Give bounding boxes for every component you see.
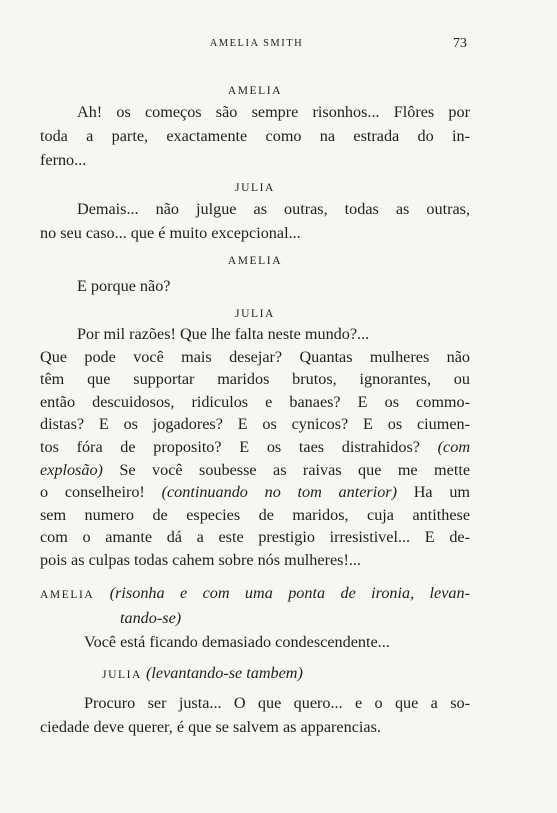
direction-line — [40, 582, 470, 607]
speech-line: Demais... não julgue as outras, todas as outras, — [77, 200, 470, 218]
speech-line: sem numero de especies de maridos, cuja antithese — [40, 505, 470, 524]
direction-line — [102, 664, 303, 682]
speech-text: Se você soubesse as raivas que me mette — [119, 460, 470, 479]
speaker-name: AMELIA — [227, 255, 283, 267]
stage-direction: explosão) — [40, 460, 103, 479]
speech-text: o conselheiro! — [40, 483, 145, 502]
speech-line: têm que supportar maridos brutos, ignorantes, ou — [40, 370, 470, 389]
speech-line: ferno... — [40, 151, 87, 169]
speech-line — [40, 436, 470, 459]
speech-line — [40, 459, 470, 482]
speech-line: com o amante dá a este prestigio irresistivel... E de- — [40, 528, 470, 547]
speech — [40, 274, 470, 298]
speech-line: distas? E os jogadores? E os cynicos? E os ciumen- — [40, 415, 470, 434]
speech-line: toda a parte, exactamente como na estrada do in- — [40, 127, 470, 145]
speech — [40, 630, 470, 654]
stage-direction-block — [40, 662, 470, 687]
speaker-name: JULIA — [235, 182, 275, 194]
speech-line: Procuro ser justa... O que quero... e o que a so- — [84, 693, 470, 712]
stage-direction-block — [40, 582, 470, 630]
stage-direction: (com — [437, 437, 471, 456]
stage-direction: (risonha e com uma ponta de ironia, levan- — [109, 583, 471, 602]
speaker-name: AMELIA — [40, 588, 95, 601]
stage-direction: (levantando-se tambem) — [146, 663, 303, 682]
speech-line: Por mil razões! Que lhe falta neste mundo?... — [77, 325, 370, 343]
speech — [40, 323, 470, 572]
speaker-name: AMELIA — [227, 85, 283, 97]
stage-direction: (continuando no tom anterior) — [161, 483, 397, 502]
running-title: AMELIA SMITH — [209, 38, 304, 49]
speech-line: ciedade deve querer, é que se salvem as apparencias. — [40, 717, 381, 736]
speech-line: no seu caso... que é muito excepcional... — [40, 224, 301, 242]
stage-direction: tando-se) — [120, 608, 182, 627]
speech-text: Ha um — [413, 483, 471, 502]
speech-line: Que pode você mais desejar? Quantas mulheres não — [40, 347, 470, 366]
page-body — [40, 82, 470, 739]
speech-line: E porque não? — [77, 277, 171, 295]
speech-line: então descuidosos, ridiculos e banaes? E os commo- — [40, 392, 470, 411]
speech-line: Você está ficando demasiado condescendente... — [84, 632, 390, 651]
speech-text: tos fóra de proposito? E os taes distrahidos? — [40, 437, 420, 456]
speech — [40, 100, 470, 172]
speaker-name: JULIA — [102, 668, 142, 681]
speech — [40, 691, 470, 739]
speaker-name: JULIA — [235, 308, 275, 320]
speech-line: pois as culpas todas cahem sobre nós mulheres!... — [40, 550, 361, 569]
page-number: 73 — [453, 36, 467, 51]
speech-line — [40, 481, 470, 504]
speech — [40, 197, 470, 245]
speech-line: Ah! os começos são sempre risonhos... Flôres por — [77, 103, 470, 121]
